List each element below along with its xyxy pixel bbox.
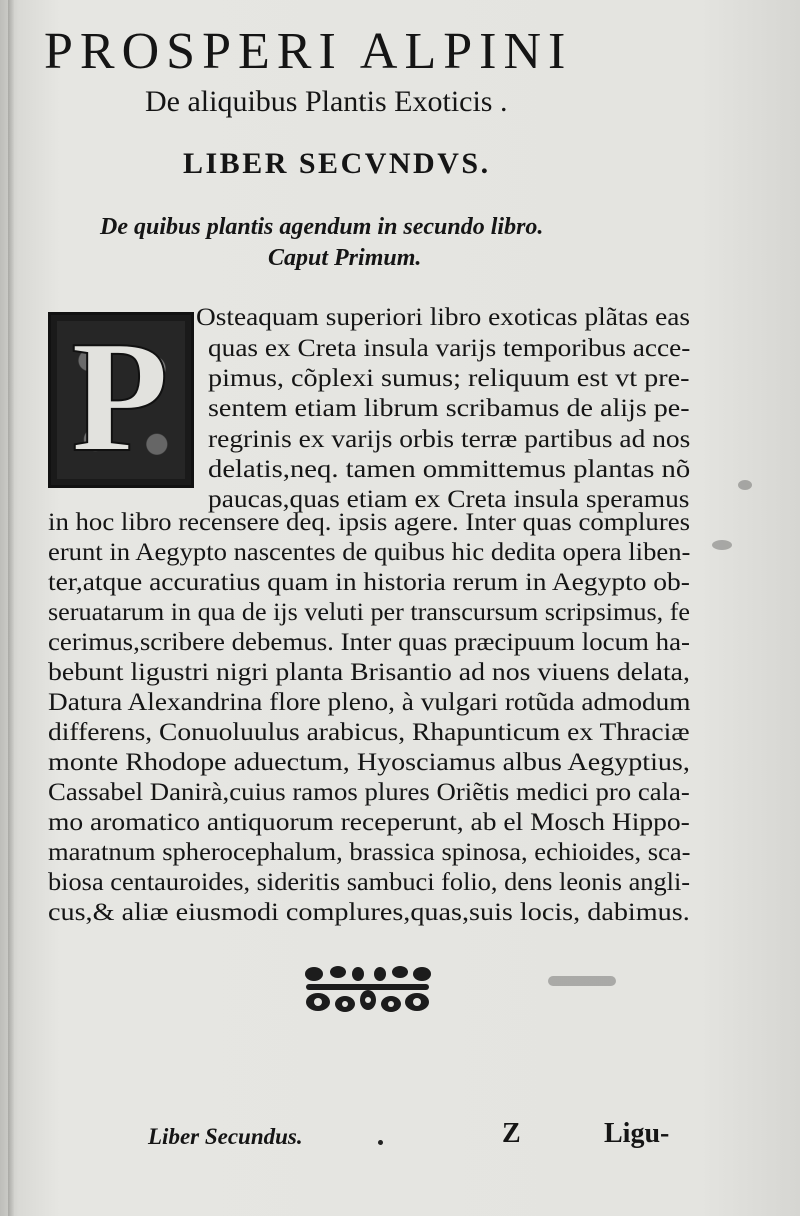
chapter-number: Caput Primum. bbox=[268, 245, 422, 271]
work-title: De aliquibus Plantis Exoticis . bbox=[145, 85, 508, 118]
chapter-heading: De quibus plantis agendum in secundo libro. bbox=[100, 214, 544, 240]
text-line-10: ter,atque accuratius quam in historia rerum in Aegypto ob- bbox=[48, 567, 690, 596]
running-title: Liber Secundus. bbox=[148, 1124, 303, 1149]
text-line-6: delatis,neq. tamen ommittemus plantas nõ bbox=[208, 454, 691, 483]
text-line-12: cerimus,scribere debemus. Inter quas præcipuum locum ha- bbox=[48, 627, 690, 656]
text-line-14: Datura Alexandrina flore pleno, à vulgari rotũda admodum bbox=[48, 687, 691, 716]
text-line-18: mo aromatico antiquorum receperunt, ab el Mosch Hippo- bbox=[48, 807, 690, 836]
text-line-2: quas ex Creta insula varijs temporibus acce- bbox=[208, 333, 691, 362]
catchword: Ligu- bbox=[604, 1118, 670, 1149]
ink-spot bbox=[738, 480, 752, 490]
text-line-13: bebunt ligustri nigri planta Brisantio ad nos viuens delata, bbox=[48, 657, 690, 686]
text-line-4: sentem etiam librum scribamus de alijs pe- bbox=[208, 393, 690, 422]
book-title: LIBER SECVNDVS. bbox=[183, 147, 491, 180]
fleuron-ornament bbox=[300, 962, 435, 1017]
text-line-5: regrinis ex varijs orbis terræ partibus ad nos bbox=[208, 424, 691, 453]
text-line-3: pimus, cõplexi sumus; reliquum est vt pre- bbox=[208, 363, 690, 392]
text-line-21: cus,& aliæ eiusmodi complures,quas,suis locis, dabimus. bbox=[48, 897, 690, 926]
text-line-8: in hoc libro recensere deq. ipsis agere. Inter quas complures bbox=[48, 507, 691, 536]
text-line-19: maratnum spherocephalum, brassica spinosa, echioides, sca- bbox=[48, 837, 691, 866]
text-line-11: seruatarum in qua de ijs veluti per transcursum scripsimus, fe bbox=[48, 597, 691, 626]
decorated-initial bbox=[48, 307, 194, 488]
ink-smudge bbox=[548, 976, 616, 986]
initial-letter: P bbox=[71, 307, 169, 485]
page-edge bbox=[8, 0, 14, 1216]
text-line-20: biosa centauroides, sideritis sambuci folio, dens leonis angli- bbox=[48, 867, 691, 896]
signature-mark: Z bbox=[502, 1118, 521, 1149]
text-line-7: paucas,quas etiam ex Creta insula speramus bbox=[208, 484, 690, 513]
author-heading: PROSPERI ALPINI bbox=[44, 23, 573, 80]
text-line-15: differens, Conuoluulus arabicus, Rhapunticum ex Thraciæ bbox=[48, 717, 690, 746]
footer-dot bbox=[378, 1140, 383, 1145]
text-line-1: Osteaquam superiori libro exoticas plãtas eas bbox=[196, 302, 690, 331]
text-line-9: erunt in Aegypto nascentes de quibus hic dedita opera liben- bbox=[48, 537, 691, 566]
text-line-17: Cassabel Danirà,cuius ramos plures Oriẽtis medici pro cala- bbox=[48, 777, 690, 806]
ink-spot bbox=[712, 540, 732, 550]
text-line-16: monte Rhodope aduectum, Hyosciamus albus Aegyptius, bbox=[48, 747, 690, 776]
